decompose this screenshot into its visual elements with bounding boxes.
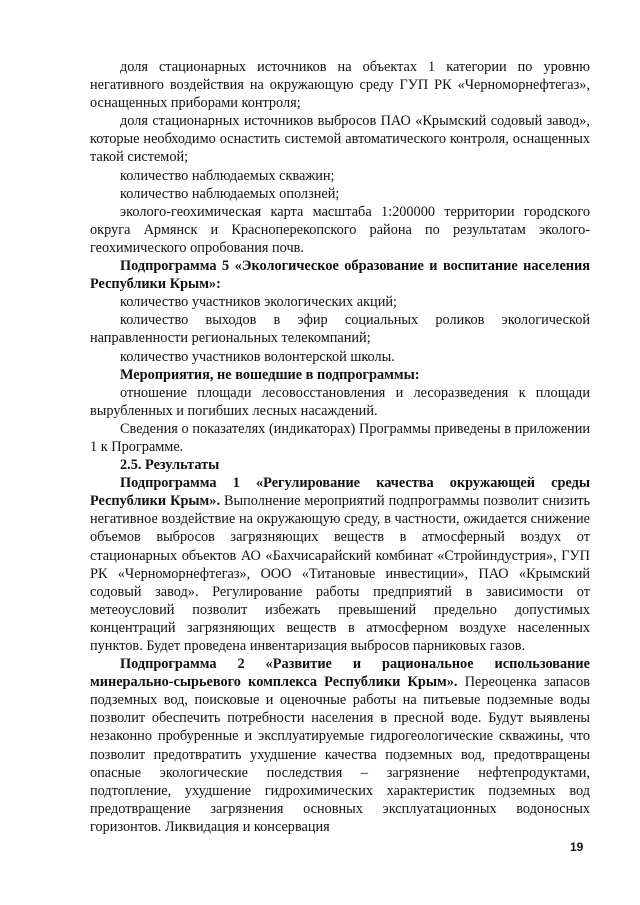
paragraph-text: Сведения о показателях (индикаторах) Программы приведены в приложении 1 к Программе. [90, 420, 590, 455]
page-number: 19 [570, 840, 584, 854]
paragraph-p1 [90, 58, 590, 112]
subprogram-2-title: Подпрограмма 2 «Развитие и рациональное использование минерально-сырьевого комплекса Республики Крым». [90, 656, 590, 691]
paragraph-p8 [90, 311, 590, 347]
paragraph-p5 [90, 203, 590, 257]
paragraph-p12 [90, 420, 590, 456]
paragraph-text: Выполнение мероприятий подпрограммы позволит снизить негативное воздействие на окружающую среду, в частности, ожидается снижение объемов выбросов загрязняющих веществ в атмосферный воздух от стационарных объектов АО «Бахчисарайский комбинат «Стройиндустрия», ГУП РК «Черноморнефтегаз», ООО «Титановые инвестиции», ПАО «Крымский содовый завод». Регулирование работы предприятий в зависимости от метеоусловий позволит избежать превышений предельно допустимых концентраций загрязняющих веществ в атмосферном воздухе населенных пунктов. Будет проведена инвентаризация выбросов парниковых газов. [90, 493, 590, 654]
paragraph-text: отношение площади лесовосстановления и лесоразведения к площади вырубленных и погибших лесных насаждений. [90, 384, 590, 419]
paragraph-p9 [90, 348, 590, 366]
paragraph-text: количество участников экологических акций; [120, 294, 397, 311]
subprogram-1-title: Подпрограмма 1 «Регулирование качества окружающей среды Республики Крым». [90, 475, 590, 510]
paragraph-text: эколого-геохимическая карта масштаба 1:200000 территории городского округа Армянск и Красноперекопского района по результатам эколого-геохимического опробования почв. [90, 203, 590, 256]
subprogram-5-heading [90, 257, 590, 293]
paragraph-text: Переоценка запасов подземных вод, поисковые и оценочные работы на питьевые подземные воды позволит обеспечить потребности населения в пресной воде. Будут выявлены незаконно пробуренные и эксплуатируемые гидрогеологические скважины, что позволит предотвратить ухудшение качества подземных вод, предотвращены опасные экологические последствия – загрязнение нефтепродуктами, подтопление, ухудшение гидрохимических характеристик подземных вод предотвращение загрязнения основных эксплуатационных водоносных горизонтов. Ликвидация и консервация [90, 674, 590, 835]
paragraph-text: доля стационарных источников выбросов ПАО «Крымский содовый завод», которые необходимо оснастить системой автоматического контроля, оснащенных такой системой; [90, 113, 590, 166]
paragraph-text: доля стационарных источников на объектах 1 категории по уровню негативного воздействия на окружающую среду ГУП РК «Черноморнефтегаз», оснащенных приборами контроля; [90, 59, 590, 112]
measures-heading [90, 366, 590, 384]
paragraph-p4 [90, 185, 590, 203]
paragraph-p7 [90, 293, 590, 311]
paragraph-text: количество наблюдаемых скважин; [120, 167, 335, 184]
paragraph-p3 [90, 167, 590, 185]
heading-text: Подпрограмма 5 «Экологическое образование и воспитание населения Республики Крым»: [90, 258, 590, 293]
paragraph-text: количество выходов в эфир социальных роликов экологической направленности региональных телекомпаний; [90, 312, 590, 347]
section-title: 2.5. Результаты [120, 457, 220, 474]
heading-text: Мероприятия, не вошедшие в подпрограммы: [120, 366, 420, 383]
paragraph-subprogram-2 [90, 655, 590, 836]
document-page [90, 58, 590, 836]
section-heading-results [90, 456, 590, 474]
paragraph-text: количество участников волонтерской школы. [120, 348, 395, 365]
paragraph-text: количество наблюдаемых оползней; [120, 185, 340, 202]
paragraph-p11 [90, 384, 590, 420]
paragraph-p2 [90, 112, 590, 166]
paragraph-subprogram-1 [90, 474, 590, 655]
